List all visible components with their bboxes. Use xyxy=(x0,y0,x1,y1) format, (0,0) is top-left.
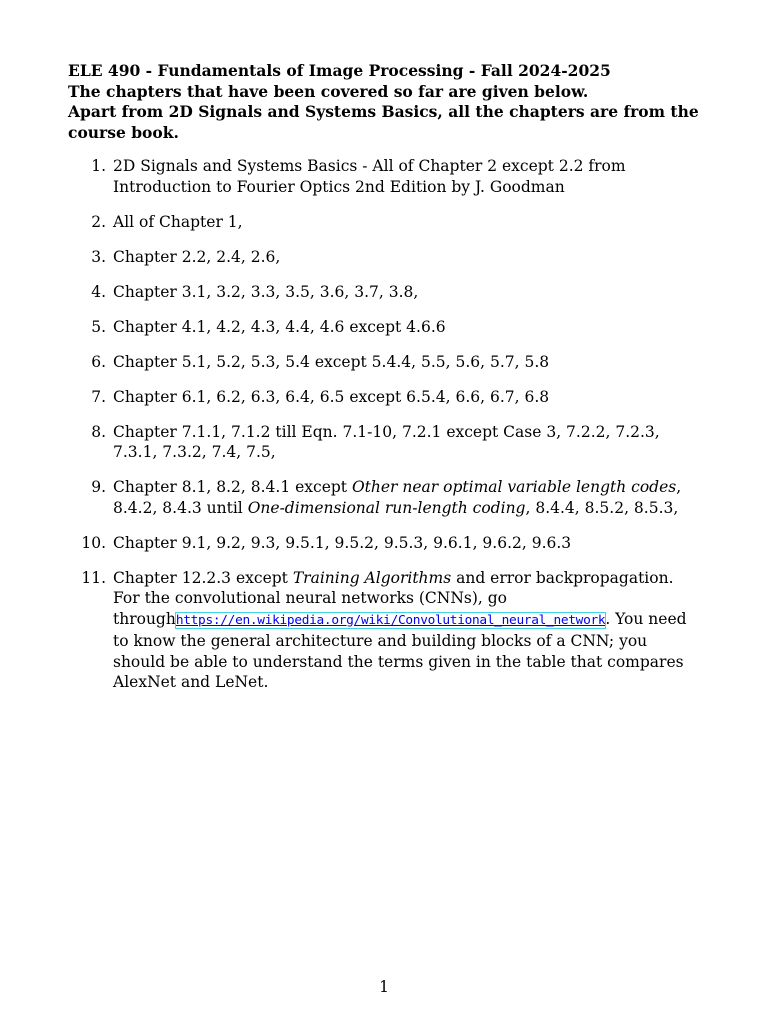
list-item xyxy=(0,568,701,693)
list-number: 10. xyxy=(81,533,106,552)
wikipedia-cnn-link[interactable]: https://en.wikipedia.org/wiki/Convolutional_neural_network xyxy=(175,612,606,628)
header-note: Apart from 2D Signals and Systems Basics, all the chapters are from the course book. xyxy=(68,102,699,142)
list-item-text: All of Chapter 1, xyxy=(113,212,243,231)
list-item-text: Chapter 6.1, 6.2, 6.3, 6.4, 6.5 except 6.5.4, 6.6, 6.7, 6.8 xyxy=(113,387,550,406)
course-title: ELE 490 - Fundamentals of Image Processing - Fall 2024-2025 xyxy=(68,61,611,80)
list-item-text: and error backpropagation. For the convolutional neural networks (CNNs), go through xyxy=(113,568,674,628)
list-item-emphasis: One-dimensional run-length coding xyxy=(247,498,526,517)
list-item xyxy=(0,247,701,268)
list-number: 5. xyxy=(91,317,106,336)
list-item xyxy=(0,477,701,518)
list-number: 2. xyxy=(91,212,106,231)
list-number: 8. xyxy=(91,422,106,441)
list-item-text: Chapter 2.2, 2.4, 2.6, xyxy=(113,247,281,266)
list-number: 6. xyxy=(91,352,106,371)
document-header xyxy=(68,61,708,143)
list-number: 11. xyxy=(81,568,106,587)
list-item-text: , 8.4.4, 8.5.2, 8.5.3, xyxy=(525,498,679,517)
chapter-list xyxy=(0,156,768,707)
list-item-text: Chapter 9.1, 9.2, 9.3, 9.5.1, 9.5.2, 9.5.3, 9.6.1, 9.6.2, 9.6.3 xyxy=(113,533,572,552)
list-number: 3. xyxy=(91,247,106,266)
list-number: 1. xyxy=(91,157,106,175)
list-item-text: Chapter 5.1, 5.2, 5.3, 5.4 except 5.4.4, 5.5, 5.6, 5.7, 5.8 xyxy=(113,352,550,371)
list-item-emphasis: Training Algorithms xyxy=(292,568,452,587)
list-item-text: Chapter 7.1.1, 7.1.2 till Eqn. 7.1-10, 7.2.1 except Case 3, 7.2.2, 7.2.3, 7.3.1, 7.3.2, 7.4, 7.5, xyxy=(113,422,660,461)
list-item-text: Chapter 4.1, 4.2, 4.3, 4.4, 4.6 except 4.6.6 xyxy=(113,317,446,336)
list-number: 7. xyxy=(91,387,106,406)
list-item-text: Chapter 3.1, 3.2, 3.3, 3.5, 3.6, 3.7, 3.8, xyxy=(113,282,419,301)
page-number: 1 xyxy=(379,978,389,996)
list-item xyxy=(0,156,701,197)
list-item xyxy=(0,352,701,373)
list-item xyxy=(0,317,701,338)
list-item-text: Chapter 12.2.3 except xyxy=(113,568,293,587)
list-item-text: . You need to know the general architecture and building blocks of a CNN; you should be able to understand the terms given in the table that compares AlexNet and LeNet. xyxy=(113,609,687,691)
list-number: 4. xyxy=(91,282,106,301)
list-item xyxy=(0,387,701,408)
list-item-text: 2D Signals and Systems Basics - All of Chapter 2 except 2.2 from Introduction to Fourier Optics 2nd Edition by J. Goodman xyxy=(113,157,626,196)
list-item xyxy=(0,282,701,303)
list-item xyxy=(0,422,701,463)
list-number: 9. xyxy=(91,478,106,496)
list-item xyxy=(0,212,701,233)
list-item-emphasis: Other near optimal variable length codes xyxy=(351,478,677,496)
list-item-text: , 8.4.2, 8.4.3 until xyxy=(113,478,682,517)
list-item-text: Chapter 8.1, 8.2, 8.4.1 except xyxy=(113,478,352,496)
header-intro: The chapters that have been covered so far are given below. xyxy=(68,81,589,101)
list-item xyxy=(0,533,701,554)
